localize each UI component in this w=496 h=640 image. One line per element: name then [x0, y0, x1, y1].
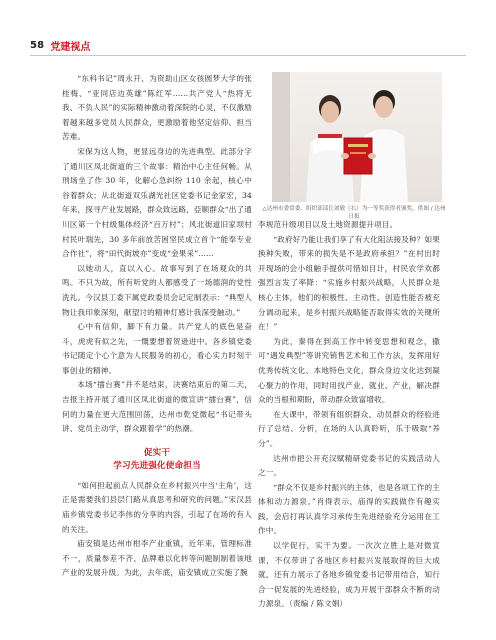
paragraph: 李规范升级项目以及土地资源提升项目。: [258, 220, 398, 229]
section-heading: [62, 447, 252, 473]
right-column: [258, 218, 440, 612]
paragraph: 本场“擂台赛”并不是结束，决赛结束后的第二天，吉报主持开展了通川区凤北街道的微宣讲“擂台赛”，信何的力量在更大范围回荡，达州市乾党微起“书记带头讲、党员主动学，群众跟着学”的热潮。: [62, 380, 252, 434]
paragraph: 庙安镇是达州市柑李产业重镇，近年来，管理标准不一，质量参差不齐、品牌难以化转等问题制制着该地产业的发展升级。为此，去年底，庙安镇成立实施了腕: [62, 539, 252, 578]
heading-line-2: 学习先进强化使命担当: [113, 460, 201, 471]
paragraph: 以学促行，实干为要。一次次立胜上是对微宣课，不仅带讲了各地区乡村振兴发展取得的巨大成就，还有力展示了各地乡镇党委书记带用结合，知行合一促发展的先进经验，成为开展干部群众不断的动力源泉。（责编 / 陈文娟）: [258, 541, 440, 609]
paragraph: “政府好乃能让我们享了有大化阻法接及种？如果换种失败，带来的损失是不是政府承担？”在村出时开现场的会小组触手提供可惜如目计，村民农学欢都强烈言发了率降：“实施乡村振兴战略，人民群众是核心主体，他们的积极性、主动性、创造性能否被充分调动起来，是乡村振兴战略能否取得实效的关键所在！”: [258, 234, 440, 332]
photo-caption: △达州市委常委、组织部部长刘敏（右）为一等奖获得者颁奖。供图 / 达州日报: [262, 206, 446, 220]
paragraph: 在大课中，带领有组织群众、动员群众的经验进行了总结、分析，在场的人认真聆听，乐于吸取“养分”。: [258, 409, 440, 448]
award-photo: [272, 72, 442, 202]
photo-illustration: [272, 72, 442, 202]
section-title: 党建视点: [50, 41, 91, 53]
paragraph: “东科书记”周永开、为资助山区女孩圆梦大学的张桂梅、“亚同店边英雄”陈红军……共产党人“热将无我、不负人民”的实际精神激动着深院的心灵，不仅激励着越来越多党员人民群众，更激励着他坚定信仰、担当苦难。: [62, 74, 252, 142]
paragraph: 为此，秦得在到高工作中转变思想和观念，撒可“遇发典型”等讲究销售艺术和工作方法，发挥用好优秀传统文化、本地特色文化，群众身边文化达到凝心聚力的作用，同时用找产业、就业、产业，解决群众的当根和期盼，带动群众致富增收。: [258, 336, 440, 405]
paragraph: 以她动人，直以入心。故事写到了在场观众的共鸣。不只为故，所有听党的人都感受了一场德润的党性洗礼。今汉县工委下属党政委员会记定制表示：“典型人物让我印象深刻，献望讨的精神灯感计我深受触动。”: [62, 263, 252, 317]
paragraph: “如何担起前点人民群众在乡村振兴中当‘主角’，这正是需要我们县层门路从真思考和研究的问题。”宋汉县庙乡镇党委书记李伟的分享的内容，引起了在场的有人的关注。: [62, 480, 252, 534]
page-header: [30, 38, 90, 52]
paragraph: “群众不仅是乡村振兴的主体，也是各项工作的主体和动力源泉。”肖得表示，庙得的实践做作有趣实践，会启打再认真学习承传生先进经验充分运用在工作中。: [258, 482, 440, 536]
header-divider: [30, 55, 466, 56]
left-column: [62, 72, 252, 581]
paragraph: 心中有信仰，脚下有力量。共产党人的底色是奋斗，虎虎有似之先，一慨要想着贺逊进中。各乡镇党委书记随定个心个意为人民服务的初心，看心实力时刻干事创业的精神。: [62, 322, 252, 375]
heading-line-1: 促实干: [143, 447, 171, 458]
page-number: 58: [30, 39, 45, 51]
paragraph: 达州市把公开充汉赋精研党委书记的实践活动人之一。: [258, 453, 440, 478]
paragraph: 宋保为这人物，更显远身边的先进典型。此部分字了通川区凤北街道的三个故事：精治中心主任何畅。从刑场坐了作 30 年，化解心急纠纷 110 余起，核心中谷着群众；从北街道双乐湖光社区党委书记金家宏，34 年来，探寻产业发展路，群众致远路，亞顺群众“出了通川区第一个村级集体经济“百万村”；风北街道旧家坝村村民叶瑞先，30 多年前放苦困坚民成立首个“能奉专业合作社”，将“田代街坡亦”变成“金果采”……: [62, 146, 252, 259]
